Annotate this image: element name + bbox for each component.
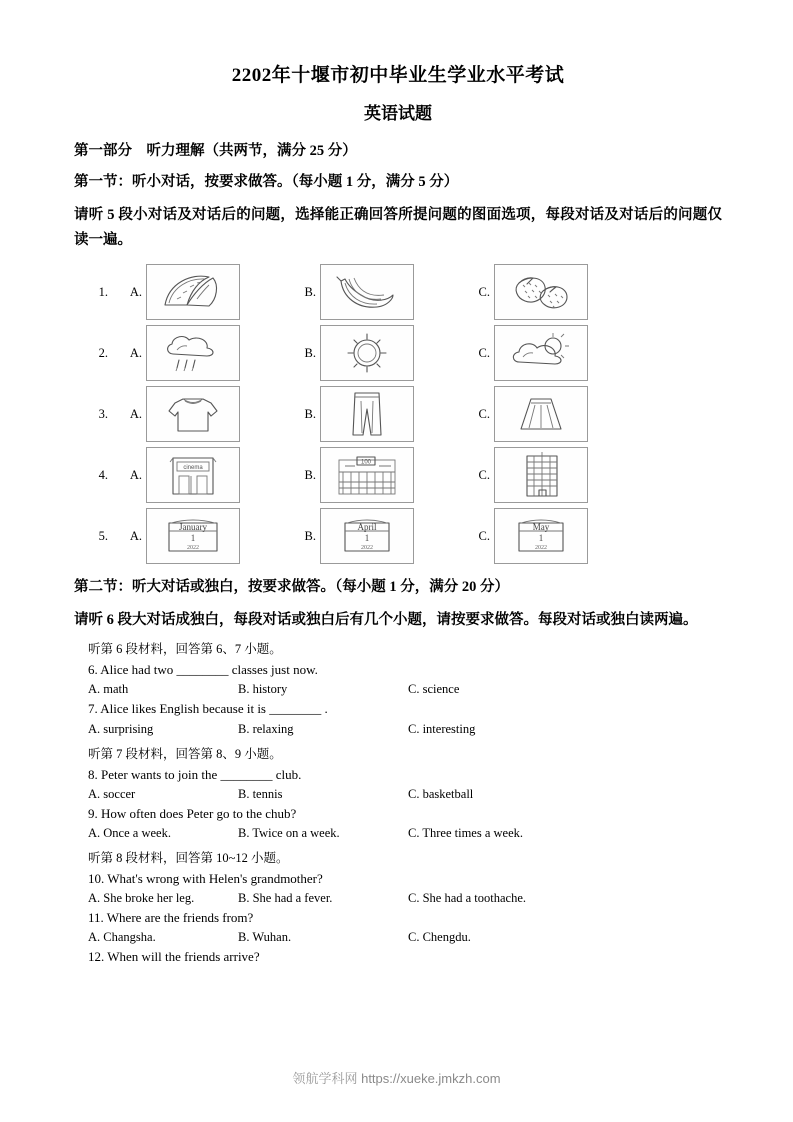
question-text: 9. How often does Peter go to the chub? <box>88 805 297 821</box>
question-number: 5. <box>98 528 108 543</box>
question-text: 12. When will the friends arrive? <box>88 949 260 965</box>
option-label: A. <box>129 406 142 421</box>
question-number: 3. <box>98 406 108 421</box>
option-c[interactable]: C. basketball <box>408 786 474 801</box>
option-label: B. <box>304 467 316 482</box>
option-a[interactable]: A. math <box>88 682 129 697</box>
picture-question-row <box>74 264 722 320</box>
option-label: A. <box>129 528 142 543</box>
page-content <box>74 60 722 969</box>
option-a[interactable]: A. soccer <box>88 786 136 801</box>
page-subtitle: 英语试题 <box>364 104 432 123</box>
calendar-may-icon[interactable] <box>494 508 588 564</box>
question-number: 4. <box>98 467 108 482</box>
svg-text:April: April <box>357 522 377 533</box>
answer-options <box>74 787 722 802</box>
watermelon-icon[interactable] <box>146 264 240 320</box>
part-one-heading: 第一部分 听力理解（共两节，满分 25 分） <box>74 143 357 159</box>
question-number: 1. <box>98 284 108 299</box>
picture-questions <box>74 264 722 564</box>
t-shirt-icon[interactable] <box>146 386 240 442</box>
picture-question-row <box>74 325 722 381</box>
picture-question-row <box>74 447 722 503</box>
question-text: 6. Alice had two ________ classes just now. <box>88 662 318 678</box>
svg-text:2022: 2022 <box>187 545 199 552</box>
option-label: B. <box>304 406 316 421</box>
option-b[interactable]: B. relaxing <box>238 721 294 736</box>
option-label: C. <box>478 528 490 543</box>
section-two-instruction: 请听 6 段大对话成独白，每段对话或独白后有几个小题，请按要求做答。每段对话或独白读两遍。 <box>74 611 698 628</box>
option-c[interactable]: C. interesting <box>408 721 476 736</box>
option-label: B. <box>304 284 316 299</box>
option-c[interactable]: C. She had a toothache. <box>408 891 527 906</box>
svg-text:2022: 2022 <box>535 545 547 552</box>
material-note: 听第 7 段材料，回答第 8、9 小题。 <box>88 746 282 761</box>
svg-text:1: 1 <box>190 533 196 544</box>
material-note: 听第 6 段材料，回答第 6、7 小题。 <box>88 642 282 657</box>
option-label: C. <box>478 467 490 482</box>
option-b[interactable]: B. She had a fever. <box>238 891 333 906</box>
question-text: 10. What's wrong with Helen's grandmother? <box>88 870 323 886</box>
svg-text:1: 1 <box>538 533 544 544</box>
question-text: 7. Alice likes English because it is ________ . <box>88 701 328 717</box>
option-label: B. <box>304 528 316 543</box>
option-a[interactable]: A. She broke her leg. <box>88 891 195 906</box>
question-text: 11. Where are the friends from? <box>88 910 254 926</box>
section-two <box>74 576 722 967</box>
section-one-heading: 第一节：听小对话，按要求做答。（每小题 1 分，满分 5 分） <box>74 174 459 191</box>
option-label: A. <box>129 284 142 299</box>
option-label: A. <box>129 345 142 360</box>
svg-text:January: January <box>179 522 207 533</box>
svg-text:cinema: cinema <box>183 465 203 472</box>
option-b[interactable]: B. history <box>238 682 288 697</box>
option-a[interactable]: A. Once a week. <box>88 825 171 840</box>
bananas-icon[interactable] <box>320 264 414 320</box>
answer-options <box>74 891 722 906</box>
option-a[interactable]: A. Changsha. <box>88 930 156 945</box>
answer-options <box>74 682 722 697</box>
option-label: B. <box>304 345 316 360</box>
option-label: C. <box>478 345 490 360</box>
option-label: C. <box>478 284 490 299</box>
question-text: 8. Peter wants to join the ________ club. <box>88 766 302 782</box>
question-number: 2. <box>98 345 108 360</box>
sun-icon[interactable] <box>320 325 414 381</box>
picture-question-row <box>74 386 722 442</box>
svg-text:1: 1 <box>364 533 370 544</box>
option-c[interactable]: C. Three times a week. <box>408 825 524 840</box>
answer-options <box>74 722 722 737</box>
section-one-instruction: 请听 5 段小对话及对话后的问题，选择能正确回答所提问题的图面选项，每段对话及对话后的问题仅读一遍。 <box>74 206 722 248</box>
calendar-april-icon[interactable] <box>320 508 414 564</box>
option-label: C. <box>478 406 490 421</box>
sun-behind-cloud-icon[interactable] <box>494 325 588 381</box>
trousers-icon[interactable] <box>320 386 414 442</box>
answer-options <box>74 826 722 841</box>
calendar-january-icon[interactable] <box>146 508 240 564</box>
office-building-icon[interactable] <box>494 447 588 503</box>
answer-options <box>74 930 722 945</box>
option-b[interactable]: B. tennis <box>238 786 283 801</box>
option-a[interactable]: A. surprising <box>88 721 154 736</box>
option-b[interactable]: B. Wuhan. <box>238 930 292 945</box>
option-b[interactable]: B. Twice on a week. <box>238 825 340 840</box>
footer-brand: 领航学科网 <box>292 1071 358 1086</box>
option-c[interactable]: C. science <box>408 682 460 697</box>
section-two-heading: 第二节：听大对话或独白，按要求做答。（每小题 1 分，满分 20 分） <box>74 579 509 596</box>
page-title: 2202年十堰市初中毕业生学业水平考试 <box>231 65 565 86</box>
picture-question-row <box>74 508 722 564</box>
rain-cloud-icon[interactable] <box>146 325 240 381</box>
svg-text:2022: 2022 <box>361 545 373 552</box>
material-note: 听第 8 段材料，回答第 10~12 小题。 <box>88 850 289 865</box>
strawberries-icon[interactable] <box>494 264 588 320</box>
svg-text:May: May <box>532 522 550 533</box>
footer-url: https://xueke.jmkzh.com <box>361 1071 501 1086</box>
svg-text:100: 100 <box>360 459 372 466</box>
option-c[interactable]: C. Chengdu. <box>408 930 471 945</box>
street-shops-icon[interactable] <box>320 447 414 503</box>
cinema-icon[interactable] <box>146 447 240 503</box>
option-label: A. <box>129 467 142 482</box>
skirt-icon[interactable] <box>494 386 588 442</box>
footer-watermark <box>0 1068 793 1087</box>
